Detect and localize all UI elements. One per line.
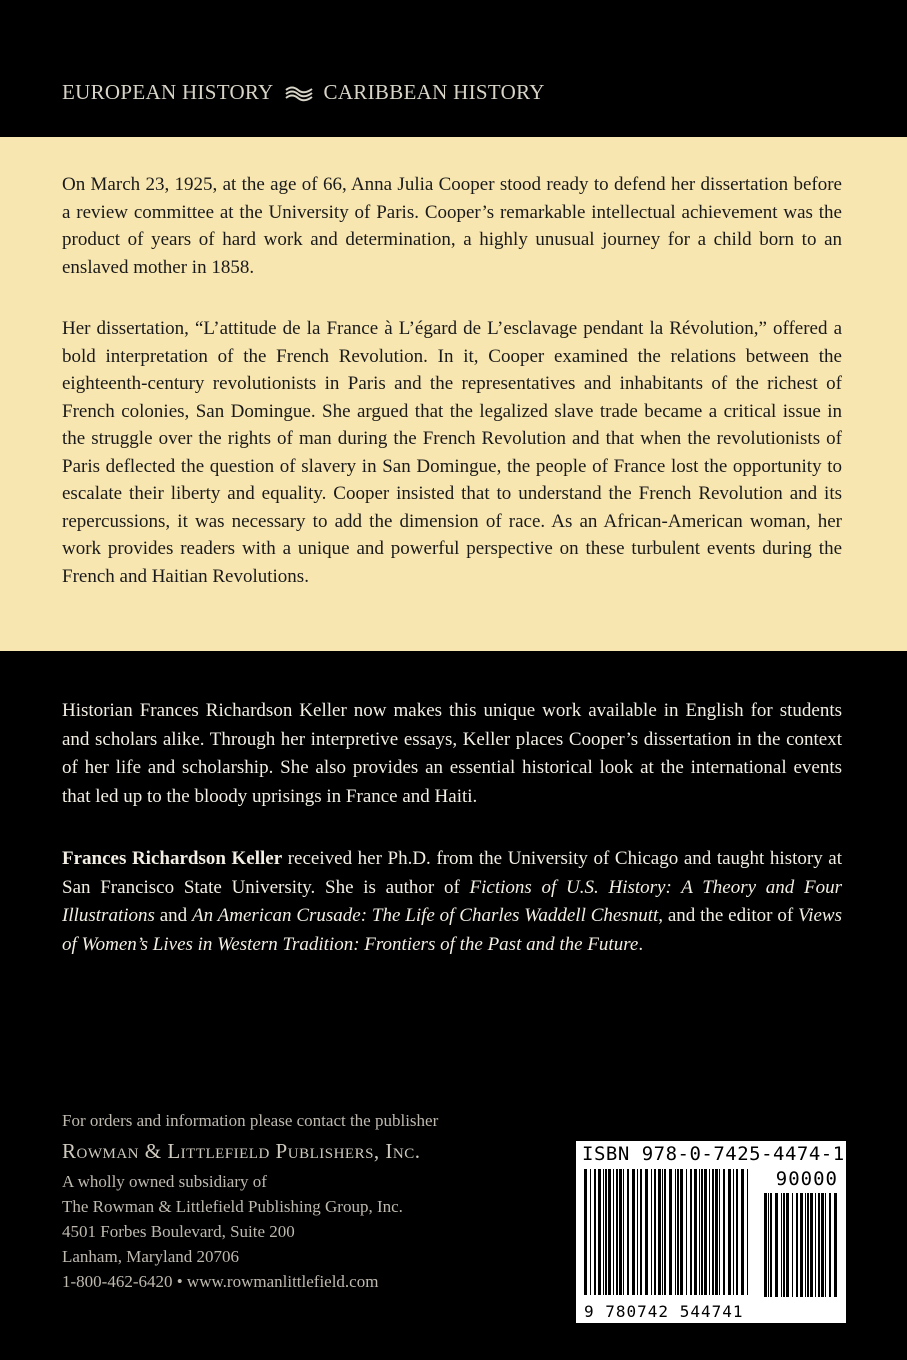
bio-text-b: and — [154, 905, 193, 926]
price-code: 90000 — [775, 1168, 838, 1190]
summary-paragraph-2: Her dissertation, “L’attitude de la France à L’égard de L’esclavage pendant la Révolution,” offered a bold interpretation of the French Revolution. In it, Cooper examined the relations between the eighteenth-century revolutionists in Paris and the representatives and inhabitants of the richest of French colonies, San Domingue. She argued that the legalized slave trade became a critical issue in the struggle over the rights of man during the French Revolution and that when the revolutionists of Paris deflected the question of slavery in San Domingue, the people of France lost the opportunity to escalate their liberty and equality. Cooper insisted that to understand the French Revolution and its repercussions, it was necessary to add the dimension of race. As an African-American woman, her work provides readers with a unique and powerful perspective on these turbulent events during the French and Haitian Revolutions. — [62, 318, 842, 587]
contact-line-3: 4501 Forbes Boulevard, Suite 200 — [62, 1222, 295, 1241]
summary-paragraph-1: On March 23, 1925, at the age of 66, Anna Julia Cooper stood ready to defend her dissertation before a review committee at the University of Paris. Cooper’s remarkable intellectual achievement was the product of years of hard work and determination, a highly unusual journey for a child born to an enslaved mother in 1858. — [62, 174, 842, 278]
price-barcode-bars — [762, 1193, 838, 1297]
bio-text-a: received her Ph.D. from the University of Chicago and taught history at San Francisco State University. She is author of — [62, 848, 842, 898]
contact-line-5: 1-800-462-6420 • www.rowmanlittlefield.com — [62, 1272, 379, 1291]
contact-intro: For orders and information please contact the publisher — [62, 1111, 439, 1130]
isbn-barcode — [576, 1141, 846, 1323]
author-bio — [62, 845, 842, 959]
wave-ornament-icon — [284, 83, 314, 103]
contact-line-4: Lanham, Maryland 20706 — [62, 1247, 240, 1266]
ean-digits: 9 780742 544741 — [584, 1302, 744, 1321]
series-header — [62, 80, 545, 105]
author-name: Frances Richardson Keller — [62, 848, 283, 869]
category-european-history: EUROPEAN HISTORY — [62, 80, 274, 104]
barcode-bars — [582, 1169, 752, 1297]
isbn-text: ISBN 978-0-7425-4474-1 — [582, 1143, 845, 1165]
publisher-name: Rowman & Littlefield Publishers, Inc. — [62, 1139, 421, 1163]
book-title-2: An American Crusade: The Life of Charles Waddell Chesnutt — [192, 905, 659, 926]
contact-line-1: A wholly owned subsidiary of — [62, 1172, 267, 1191]
book-title-1: Fictions of U.S. History: A Theory and Four Illustrations — [62, 876, 843, 926]
category-caribbean-history: CARIBBEAN HISTORY — [323, 80, 545, 104]
contact-line-2: The Rowman & Littlefield Publishing Group, Inc. — [62, 1197, 403, 1216]
publisher-contact — [62, 1108, 438, 1294]
bio-text-d: . — [638, 933, 644, 955]
editor-paragraph: Historian Frances Richardson Keller now makes this unique work available in English for students and scholars alike. Through her interpretive essays, Keller places Cooper’s dissertation in the context of her life and scholarship. She also provides an essential historical look at the international events that led up to the bloody uprisings in France and Haiti. — [62, 700, 842, 807]
summary-panel — [0, 137, 907, 651]
book-title-3: Views of Women’s Lives in Western Tradition: Frontiers of the Past and the Future — [62, 905, 842, 955]
bio-text-c: , and the editor of — [658, 905, 799, 926]
